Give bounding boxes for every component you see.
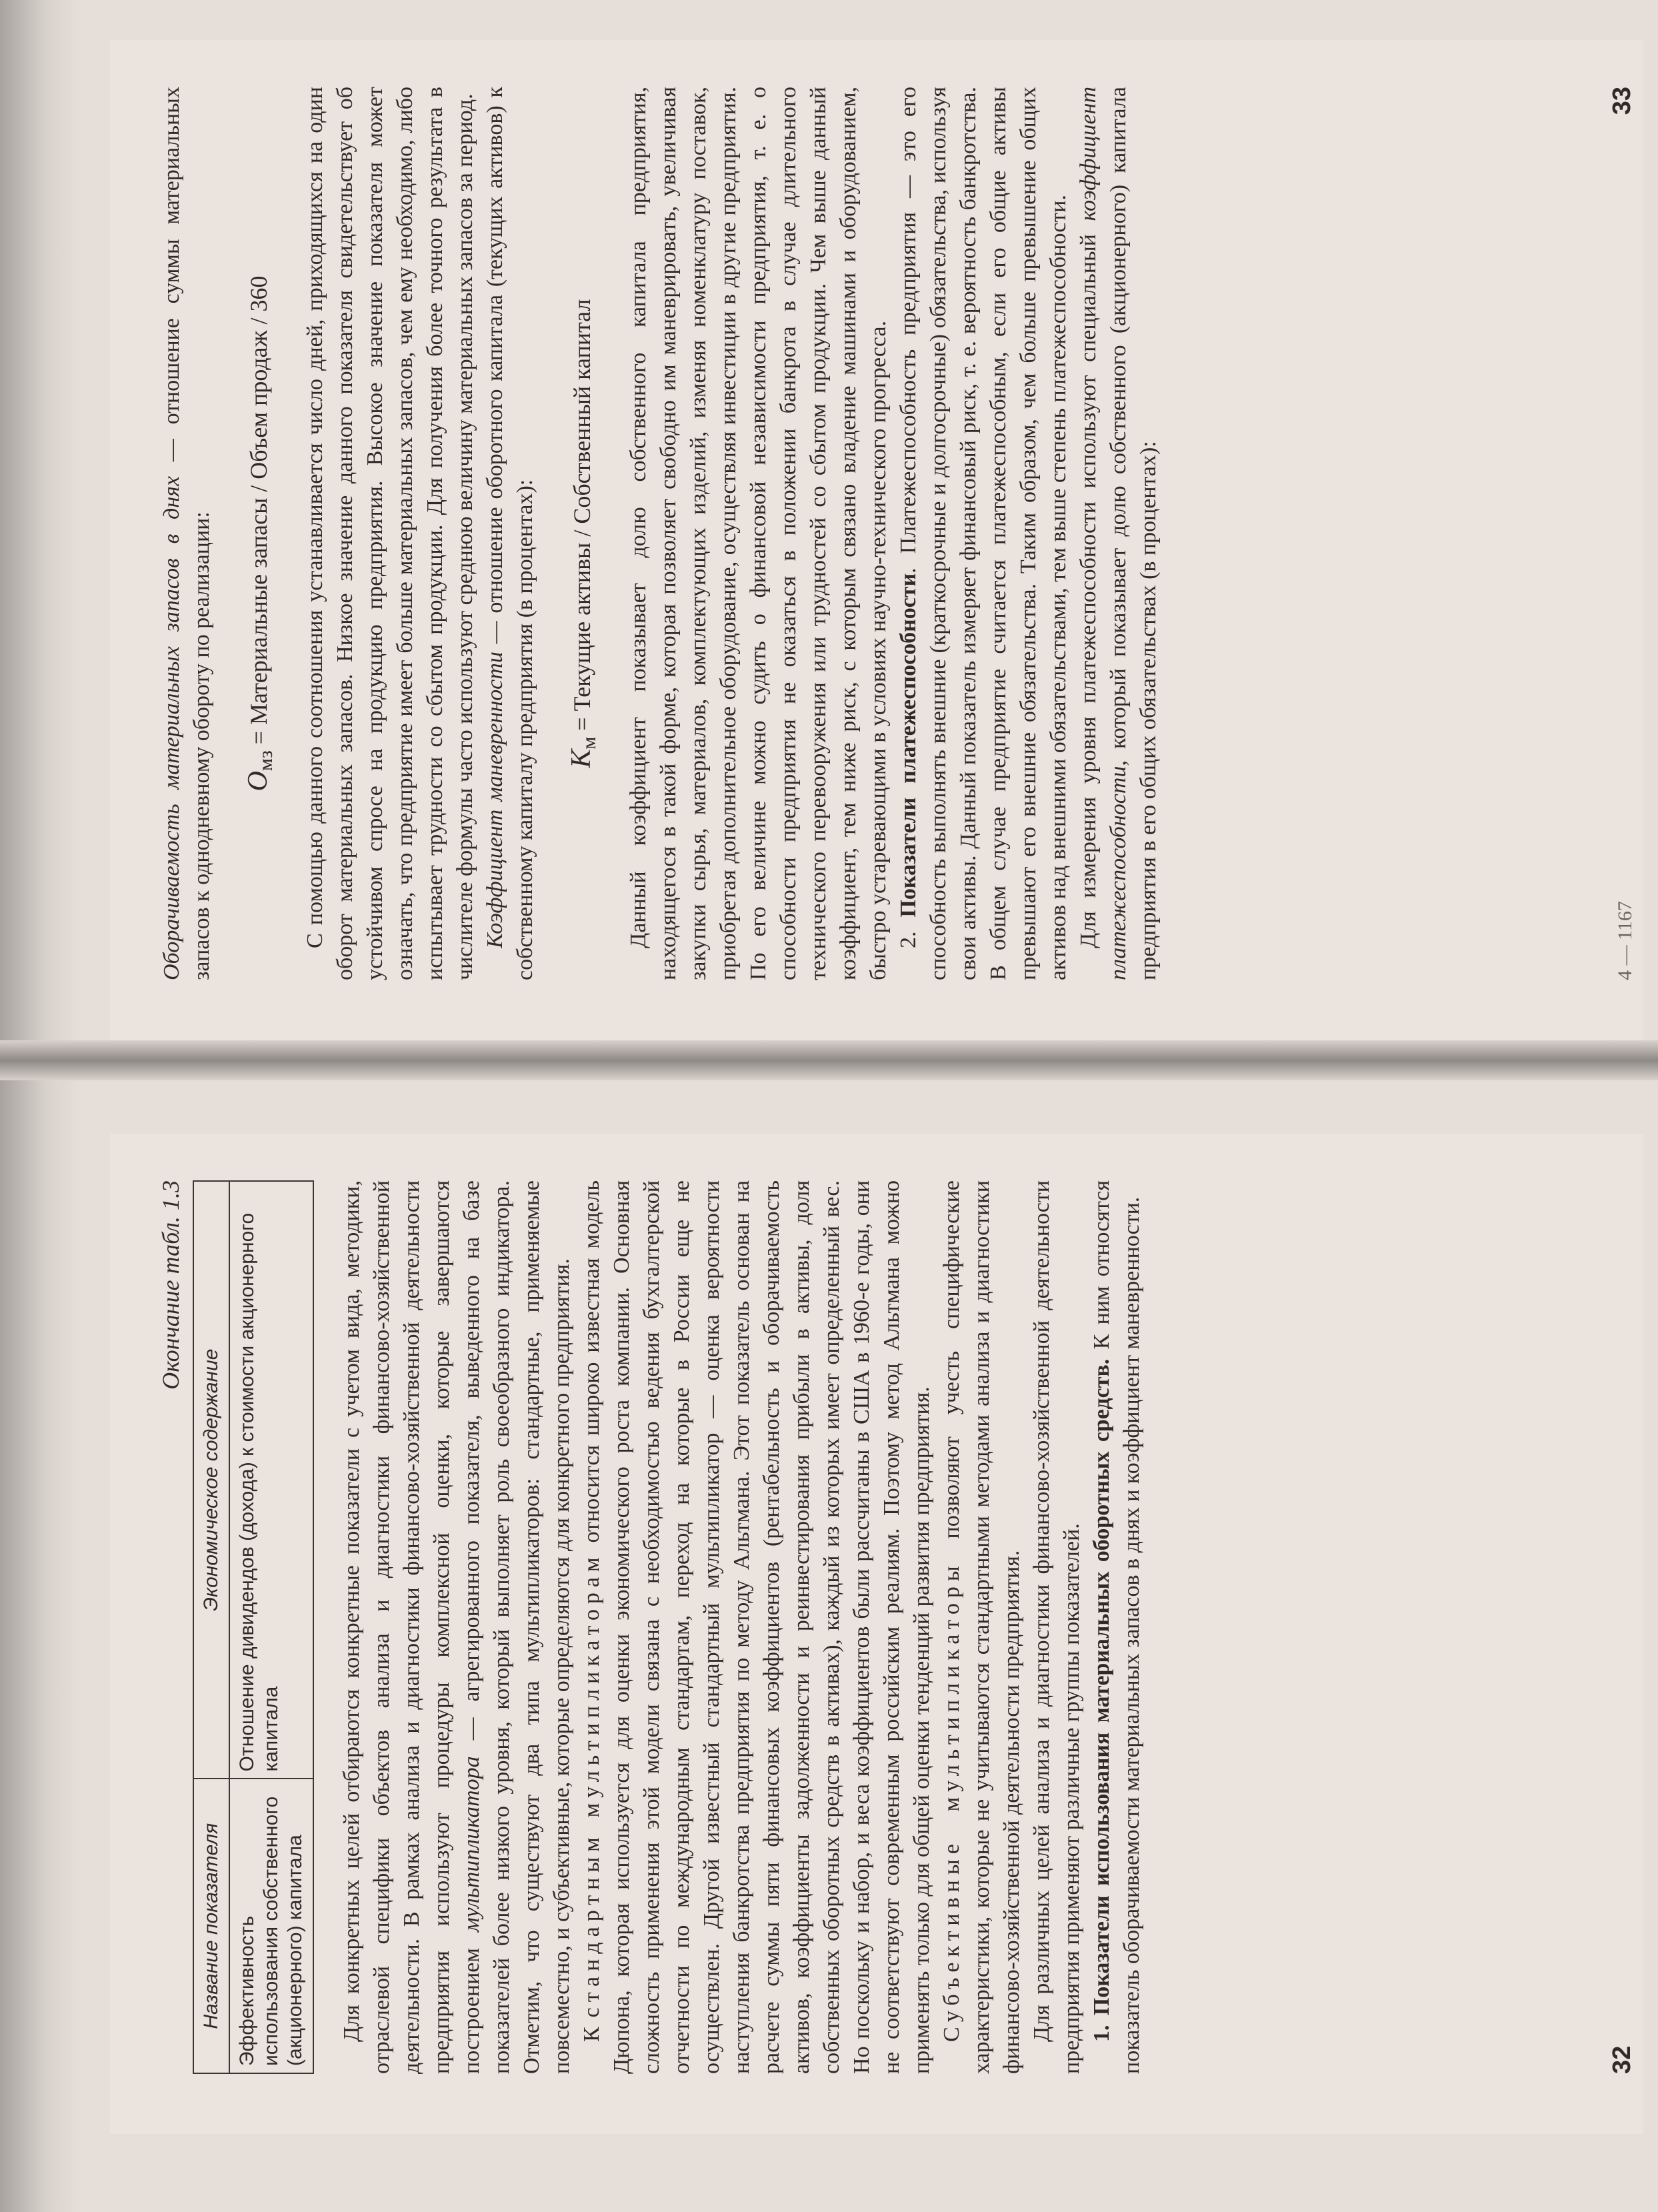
paragraph-material-assets: 1. Показатели использования материальных оборотных средств. К ним относятся показатель оборачиваемости материальных запасов в днях и коэффициент маневренности. xyxy=(1089,1180,1144,2074)
term-turnover: Оборачиваемость материальных запасов в днях xyxy=(159,475,184,980)
table-header-cell: Название показателя xyxy=(193,1779,229,2073)
paragraph-turnover-explanation: С помощью данного соотношения устанавливается число дней, приходящихся на один оборот материальных запасов. Низкое значение данного показателя свидетельствует об устойчивом спросе на продукцию предприятия. Высокое значение показателя может означать, что предприятие имеет больше материальных запасов, чем ему необходимо, либо испытывает трудности со сбытом продукции. Для получения более точного результата в числителе формулы часто используют среднюю величину материальных запасов за период. xyxy=(303,87,478,980)
signature-mark: 4 — 1167 xyxy=(1614,901,1636,980)
table-cell: Эффективность использования собственного (акционерного) капитала xyxy=(229,1779,313,2073)
paragraph-indicator-groups: Для различных целей анализа и диагностики финансово-хозяйственной деятельности предприятия применяют различные группы показателей. xyxy=(1029,1180,1084,2074)
table-row xyxy=(229,1181,313,2073)
page-number: 33 xyxy=(1608,87,1636,115)
page-32 xyxy=(110,1134,1643,2134)
book-spine xyxy=(0,1040,1658,1080)
table-caption: Окончание табл. 1.3 xyxy=(157,1180,184,1390)
paragraph-multiplier: Для конкретных целей отбираются конкретные показатели с учетом вида, методики, отраслевой специфики объектов анализа и диагностики финансово-хозяйственной деятельности. В рамках анализа и диагностики финансово-хозяйственной деятельности предприятия используют процедуры комплексной оценки, которые завершаются построением мультипликатора — агрегированного показателя, выведенного на базе показателей более низкого уровня, который выполняет роль своеобразного индикатора. Отметим, что существуют два типа мультипликаторов: стандартные, применяемые повсеместно, и субъективные, которые определяются для конкретного предприятия. xyxy=(339,1180,574,2074)
indicators-table xyxy=(193,1180,314,2074)
paragraph-solvency: 2. Показатели платежеспособности. Платежеспособность предприятия — это его способность выполнять внешние (краткосрочные и долгосрочные) обязательства, используя свои активы. Данный показатель измеряет финансовый риск, т. е. вероятность банкротства. В общем случае предприятие считается платежеспособным, если его общие активы превышают его внешние обязательства. Таким образом, чем больше превышение общих активов над внешними обязательствами, тем выше степень платежеспособности. xyxy=(896,86,1071,980)
page-number: 32 xyxy=(1608,2045,1636,2074)
formula-turnover: $О_{мз}$ = Материальные запасы / Объем продаж / 360 xyxy=(243,275,277,792)
paragraph-standard-multipliers: К стандартным мультипликаторам относится широко известная модель Дюпона, которая используется для оценки экономического роста компании. Основная сложность применения этой модели связана с необходимостью ведения бухгалтерской отчетности по международным стандартам, переход на которые в России еще не осуществлен. Другой известный стандартный мультипликатор — оценка вероятности наступления банкротства предприятия по методу Альтмана. Этот показатель основан на расчете суммы пяти финансовых коэффициентов (рентабельность и оборачиваемость активов, коэффициенты задолженности и реинвестирования прибыли в активы, доля собственных оборотных средств в активах), каждый из которых имеет определенный вес. Но поскольку и набор, и веса коэффициентов были рассчитаны в США в 1960-е годы, они не соответствуют современным российским реалиям. Поэтому метод Альтмана можно применять только для общей оценки тенденций развития предприятия. xyxy=(579,1180,934,2074)
paragraph-maneuverability-explanation: Данный коэффициент показывает долю собственного капитала предприятия, находящегося в такой форме, которая позволяет свободно им маневрировать, увеличивая закупки сырья, материалов, комплектующих изделий, изменяя номенклатуру поставок, приобретая дополнительное оборудование, осуществляя инвестиции в другие предприятия. По его величине можно судить о финансовой независимости предприятия, т. е. о способности предприятия не оказаться в положении банкрота в случае длительного технического перевооружения или трудностей со сбытом продукции. Чем выше данный коэффициент, тем ниже риск, с которым связано владение машинами и оборудованием, быстро устаревающими в условиях научно-технического прогресса. xyxy=(626,87,891,980)
paragraph-subjective-multipliers: Субъективные мультипликаторы позволяют учесть специфические характеристики, которые не учитываются стандартными методами анализа и диагностики финансово-хозяйственной деятельности предприятия. xyxy=(939,1180,1024,2074)
table-header-row xyxy=(193,1181,229,2073)
paragraph-solvency-coefficient: Для измерения уровня платежеспособности используют специальный коэффициент платежеспособности, который показывает долю собственного (акционерного) капитала предприятия в его общих обязательствах (в процентах): xyxy=(1076,87,1161,980)
paragraph-maneuverability-definition: Коэффициент маневренности — отношение оборотного капитала (текущих активов) к собственному капиталу предприятия (в процентах): xyxy=(483,87,538,980)
table-header-cell: Экономическое содержание xyxy=(193,1181,229,1779)
page-33 xyxy=(110,40,1643,1040)
formula-maneuverability: $К_м$ = Текущие активы / Собственный капитал xyxy=(566,299,601,768)
table-cell: Отношение дивидендов (дохода) к стоимости акционерного капитала xyxy=(229,1181,313,1779)
paragraph-turnover-definition: Оборачиваемость материальных запасов в днях — отношение суммы материальных запасов к однодневному обороту по реализации: xyxy=(159,87,214,980)
